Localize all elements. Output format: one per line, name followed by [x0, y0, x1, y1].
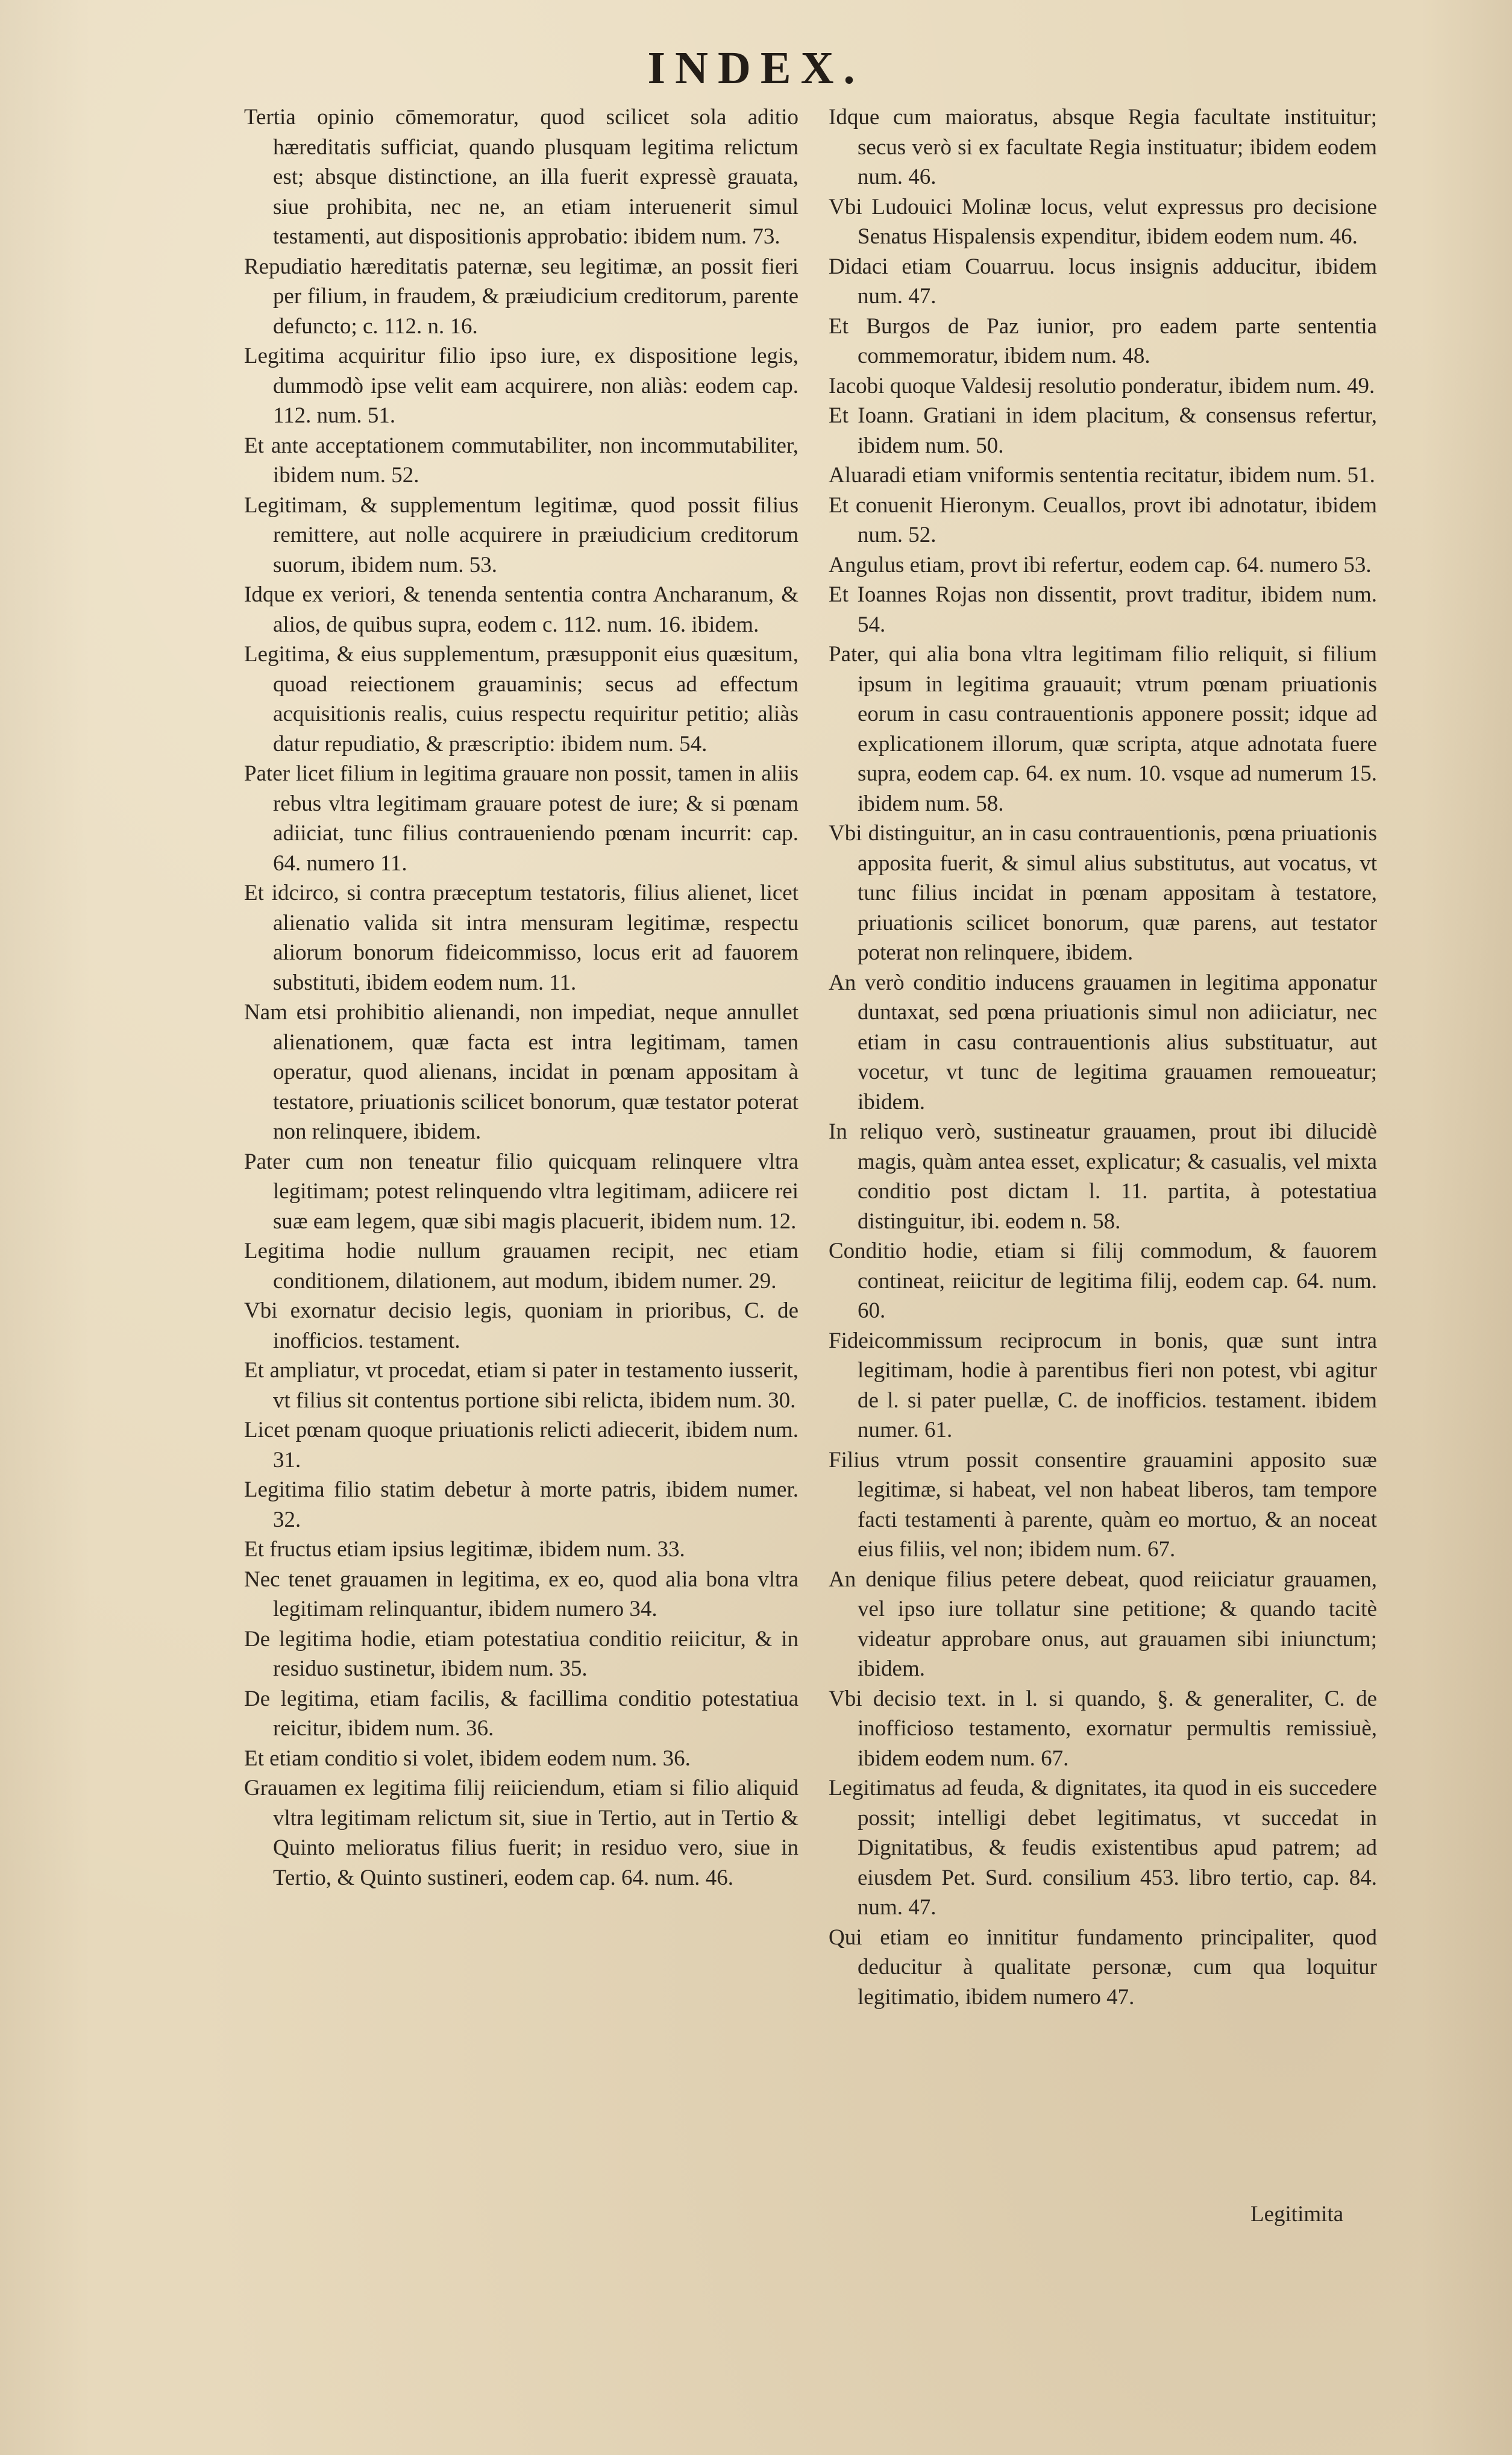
index-entry: Legitimatus ad feuda, & dignitates, ita quod in eis succedere possit; intelligi debet legitimatus, vt succedat in Dignitatibus, & feudis existentibus apud patrem; ad eiusdem Pet. Surd. consilium 453. libro tertio, cap. 84. num. 47.	[829, 1776, 1377, 1920]
index-entry: Et Ioannes Rojas non dissentit, provt traditur, ibidem num. 54.	[829, 582, 1377, 637]
left-column	[244, 102, 798, 1893]
index-entry: Conditio hodie, etiam si filij commodum, & fauorem contineat, reiicitur de legitima filij, eodem cap. 64. num. 60.	[829, 1239, 1377, 1323]
index-entry: De legitima hodie, etiam potestatiua conditio reiicitur, & in residuo sustinetur, ibidem num. 35.	[244, 1626, 798, 1681]
index-entry: An verò conditio inducens grauamen in legitima apponatur duntaxat, sed pœna priuationis simul non adiiciatur, nec etiam in casu contrauentionis alius substituatur, aut vocetur, vt tunc de legitima grauamen remoueatur; ibidem.	[829, 970, 1377, 1114]
index-entry: Vbi decisio text. in l. si quando, §. & generaliter, C. de inofficioso testamento, exornatur permultis remissiuè, ibidem eodem num. 67.	[829, 1686, 1377, 1771]
index-entry: Filius vtrum possit consentire grauamini apposito suæ legitimæ, si habeat, vel non habeat liberos, tam tempore facti testamenti à parente, quàm eo mortuo, & an noceat eius filiis, vel non; ibidem num. 67.	[829, 1447, 1377, 1562]
index-entry: Angulus etiam, provt ibi refertur, eodem cap. 64. numero 53.	[829, 552, 1372, 577]
index-entry: Tertia opinio cōmemoratur, quod scilicet sola aditio hæreditatis sufficiat, quando plusquam legitima relictum est; absque distinctione, an illa fuerit expressè grauata, siue prohibita, nec ne, an etiam interuenerit simul testamenti, aut dispositionis approbatio: ibidem num. 73.	[244, 105, 798, 249]
index-entry: Vbi distinguitur, an in casu contrauentionis, pœna priuationis apposita fuerit, & simul alius substitutus, aut vocatus, vt tunc filius incidat in pœnam appositam à testatore, priuationis scilicet bonorum, quæ parens, aut testator poterat non relinquere, ibidem.	[829, 821, 1377, 965]
index-entry: Et etiam conditio si volet, ibidem eodem num. 36.	[244, 1746, 691, 1771]
index-entry: In reliquo verò, sustineatur grauamen, prout ibi dilucidè magis, quàm antea esset, explicatur; & casualis, vel mixta conditio post dictam l. 11. partita, à potestatiua distinguitur, ibi. eodem n. 58.	[829, 1119, 1377, 1234]
index-entry: Et Ioann. Gratiani in idem placitum, & consensus refertur, ibidem num. 50.	[829, 403, 1377, 458]
index-entry: Qui etiam eo innititur fundamento principaliter, quod deducitur à qualitate personæ, cum qua loquitur legitimatio, ibidem numero 47.	[829, 1925, 1377, 2010]
index-entry: Legitima hodie nullum grauamen recipit, nec etiam conditionem, dilationem, aut modum, ibidem numer. 29.	[244, 1239, 798, 1294]
index-entry: Licet pœnam quoque priuationis relicti adiecerit, ibidem num. 31.	[244, 1418, 798, 1473]
index-entry: An denique filius petere debeat, quod reiiciatur grauamen, vel ipso iure tollatur sine petitione; & quando tacitè videatur approbare onus, aut grauamen sibi iniunctum; ibidem.	[829, 1567, 1377, 1681]
index-entry: Et conuenit Hieronym. Ceuallos, provt ibi adnotatur, ibidem num. 52.	[829, 492, 1377, 547]
index-entry: De legitima, etiam facilis, & facillima conditio potestatiua reicitur, ibidem num. 36.	[244, 1686, 798, 1741]
index-entry: Aluaradi etiam vniformis sententia recitatur, ibidem num. 51.	[829, 463, 1375, 488]
index-entry: Et ante acceptationem commutabiliter, non incommutabiliter, ibidem num. 52.	[244, 433, 798, 488]
index-entry: Legitimam, & supplementum legitimæ, quod possit filius remittere, aut nolle acquirere in præiudicium creditorum suorum, ibidem num. 53.	[244, 492, 798, 577]
right-column	[829, 102, 1377, 2012]
index-entry: Vbi Ludouici Molinæ locus, velut expressus pro decisione Senatus Hispalensis expenditur, ibidem eodem num. 46.	[829, 194, 1377, 249]
index-entry: Et idcirco, si contra præceptum testatoris, filius alienet, licet alienatio valida sit intra mensuram legitimæ, respectu aliorum bonorum fideicommisso, locus erit ad fauorem substituti, ibidem eodem num. 11.	[244, 881, 798, 995]
index-entry: Idque cum maioratus, absque Regia facultate instituitur; secus verò si ex facultate Regia instituatur; ibidem eodem num. 46.	[829, 105, 1377, 189]
index-entry: Nam etsi prohibitio alienandi, non impediat, neque annullet alienationem, quæ facta est intra legitimam, tamen operatur, quod alienans, incidat in pœnam appositam à testatore, priuationis scilicet bonorum, quæ testator poterat non relinquere, ibidem.	[244, 1000, 798, 1144]
index-entry: Et ampliatur, vt procedat, etiam si pater in testamento iusserit, vt filius sit contentus portione sibi relicta, ibidem num. 30.	[244, 1358, 798, 1413]
index-entry: Pater cum non teneatur filio quicquam relinquere vltra legitimam; potest relinquendo vltra legitimam, adiicere rei suæ eam legem, quæ sibi magis placuerit, ibidem num. 12.	[244, 1149, 798, 1234]
index-entry: Grauamen ex legitima filij reiiciendum, etiam si filio aliquid vltra legitimam relictum sit, siue in Tertio, aut in Tertio & Quinto melioratus filius fuerit; in residuo vero, siue in Tertio, & Quinto sustineri, eodem cap. 64. num. 46.	[244, 1776, 798, 1890]
index-entry: Pater licet filium in legitima grauare non possit, tamen in aliis rebus vltra legitimam grauare potest de iure; & si pœnam adiiciat, tunc filius contraueniendo pœnam incurrit: cap. 64. numero 11.	[244, 761, 798, 876]
page-title: INDEX.	[647, 43, 865, 93]
index-entry: Et Burgos de Paz iunior, pro eadem parte sententia commemoratur, ibidem num. 48.	[829, 313, 1377, 368]
index-entry: Pater, qui alia bona vltra legitimam filio reliquit, si filium ipsum in legitima grauauit; vtrum pœnam priuationis eorum in casu contrauentionis apponere possit; idque ad explicationem illorum, quæ scripta, atque adnotata fuere supra, eodem cap. 64. ex num. 10. vsque ad numerum 15. ibidem num. 58.	[829, 642, 1377, 816]
index-entry: Et fructus etiam ipsius legitimæ, ibidem num. 33.	[244, 1537, 685, 1562]
index-entry: Iacobi quoque Valdesij resolutio ponderatur, ibidem num. 49.	[829, 373, 1375, 398]
index-entry: Nec tenet grauamen in legitima, ex eo, quod alia bona vltra legitimam relinquantur, ibidem numero 34.	[244, 1567, 798, 1621]
index-entry: Legitima acquiritur filio ipso iure, ex dispositione legis, dummodò ipse velit eam acquirere, non aliàs: eodem cap. 112. num. 51.	[244, 344, 798, 428]
catchword: Legitimita	[1250, 2202, 1344, 2227]
index-entry: Fideicommissum reciprocum in bonis, quæ sunt intra legitimam, hodie à parentibus fieri non potest, vbi agitur de l. si pater puellæ, C. de inofficios. testament. ibidem numer. 61.	[829, 1328, 1377, 1442]
index-entry: Repudiatio hæreditatis paternæ, seu legitimæ, an possit fieri per filium, in fraudem, & præiudicium creditorum, parente defuncto; c. 112. n. 16.	[244, 254, 798, 339]
index-entry: Legitima filio statim debetur à morte patris, ibidem numer. 32.	[244, 1477, 798, 1532]
index-entry: Legitima, & eius supplementum, præsupponit eius quæsitum, quoad reiectionem grauaminis; secus ad effectum acquisitionis realis, cuius respectu requiritur petitio; aliàs datur repudiatio, & præscriptio: ibidem num. 54.	[244, 642, 798, 756]
index-entry: Idque ex veriori, & tenenda sententia contra Ancharanum, & alios, de quibus supra, eodem c. 112. num. 16. ibidem.	[244, 582, 798, 637]
index-entry: Didaci etiam Couarruu. locus insignis adducitur, ibidem num. 47.	[829, 254, 1377, 309]
index-entry: Vbi exornatur decisio legis, quoniam in prioribus, C. de inofficios. testament.	[244, 1298, 798, 1353]
